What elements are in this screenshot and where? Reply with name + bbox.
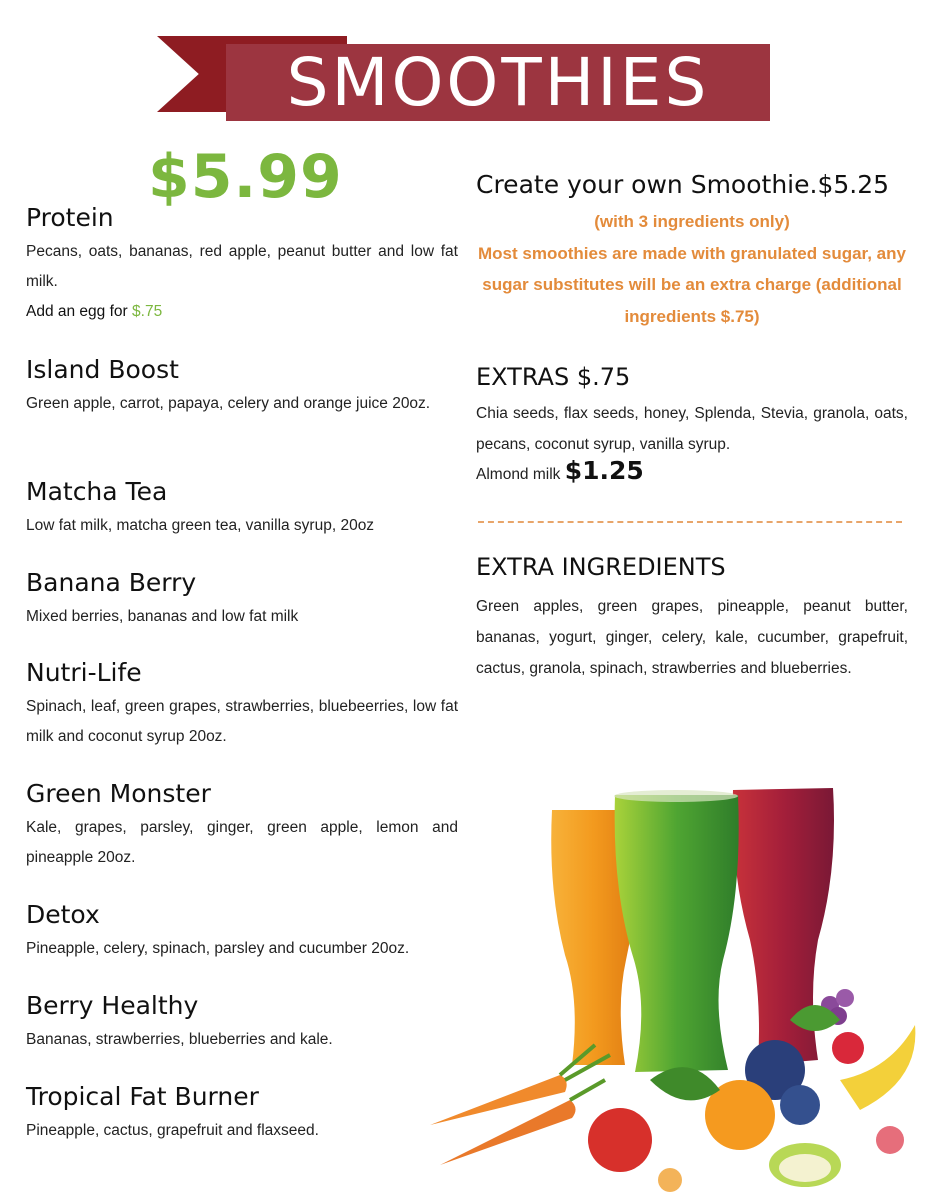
item-name: Protein: [26, 203, 114, 232]
menu-item-green-monster: [26, 779, 458, 873]
almond-milk-line: [476, 456, 644, 485]
menu-item-tropical-fat-burner: [26, 1082, 458, 1146]
egg-addon-price: $.75: [132, 303, 163, 320]
item-description: Green apple, carrot, papaya, celery and orange juice 20oz.: [26, 395, 431, 412]
extra-ingredients-title: EXTRA INGREDIENTS: [476, 553, 726, 581]
egg-addon: [26, 297, 458, 327]
menu-item-banana-berry: [26, 568, 458, 632]
extra-ingredients-list: Green apples, green grapes, pineapple, peanut butter, bananas, yogurt, ginger, celery, kale, cucumber, grapefruit, cactus, granola, spinach, strawberries and blueberries.: [476, 598, 908, 677]
item-description: Low fat milk, matcha green tea, vanilla syrup, 20oz: [26, 517, 375, 534]
extras-title: EXTRAS $.75: [476, 363, 631, 391]
carrot: [440, 1100, 576, 1165]
create-your-own-note: [476, 206, 908, 332]
menu-item-island-boost: [26, 355, 458, 419]
grape: [836, 989, 854, 1007]
extras-list: Chia seeds, flax seeds, honey, Splenda, Stevia, granola, oats, pecans, coconut syrup, vanilla syrup.: [476, 405, 908, 453]
apple: [588, 1108, 652, 1172]
item-description: Bananas, strawberries, blueberries and kale.: [26, 1031, 333, 1048]
item-name: Berry Healthy: [26, 991, 199, 1020]
item-description: Pineapple, celery, spinach, parsley and cucumber 20oz.: [26, 940, 410, 957]
item-description: Kale, grapes, parsley, ginger, green apple, lemon and pineapple 20oz.: [26, 819, 458, 866]
menu-item-detox: [26, 900, 458, 964]
almond-milk-label: Almond milk: [476, 466, 561, 483]
create-your-own-title: Create your own Smoothie.$5.25: [476, 170, 890, 199]
menu-item-protein: [26, 203, 458, 327]
item-description: Pecans, oats, bananas, red apple, peanut butter and low fat milk.: [26, 243, 458, 290]
item-name: Detox: [26, 900, 100, 929]
almond-milk-price: $1.25: [564, 456, 644, 485]
item-description: Spinach, leaf, green grapes, strawberries, bluebeerries, low fat milk and coconut syrup 20oz.: [26, 698, 458, 745]
egg-addon-label: Add an egg for: [26, 303, 128, 320]
item-name: Banana Berry: [26, 568, 197, 597]
smoothies-fruit-illustration: [420, 780, 927, 1200]
menu-item-nutri-life: [26, 658, 458, 752]
section-divider: [478, 521, 902, 523]
item-description: Pineapple, cactus, grapefruit and flaxseed.: [26, 1122, 319, 1139]
create-note-line1: (with 3 ingredients only): [594, 212, 790, 231]
blueberry: [780, 1085, 820, 1125]
menu-item-matcha-tea: [26, 477, 458, 541]
item-name: Tropical Fat Burner: [26, 1082, 259, 1111]
item-name: Nutri-Life: [26, 658, 142, 687]
title-banner: [226, 44, 770, 121]
spinach-leaf: [650, 1067, 720, 1100]
juice-splash: [658, 1168, 682, 1192]
create-note-line2: Most smoothies are made with granulated sugar, any sugar substitutes will be an extra charge (additional ingredients $.75): [478, 243, 906, 326]
base-price: $5.99: [148, 142, 343, 212]
item-name: Green Monster: [26, 779, 211, 808]
item-description: Mixed berries, bananas and low fat milk: [26, 608, 299, 625]
green-smoothie-glass: [615, 795, 739, 1072]
juice-splash: [876, 1126, 904, 1154]
menu-item-berry-healthy: [26, 991, 458, 1055]
strawberry: [832, 1032, 864, 1064]
page-title: SMOOTHIES: [286, 43, 710, 121]
item-name: Matcha Tea: [26, 477, 168, 506]
item-name: Island Boost: [26, 355, 179, 384]
